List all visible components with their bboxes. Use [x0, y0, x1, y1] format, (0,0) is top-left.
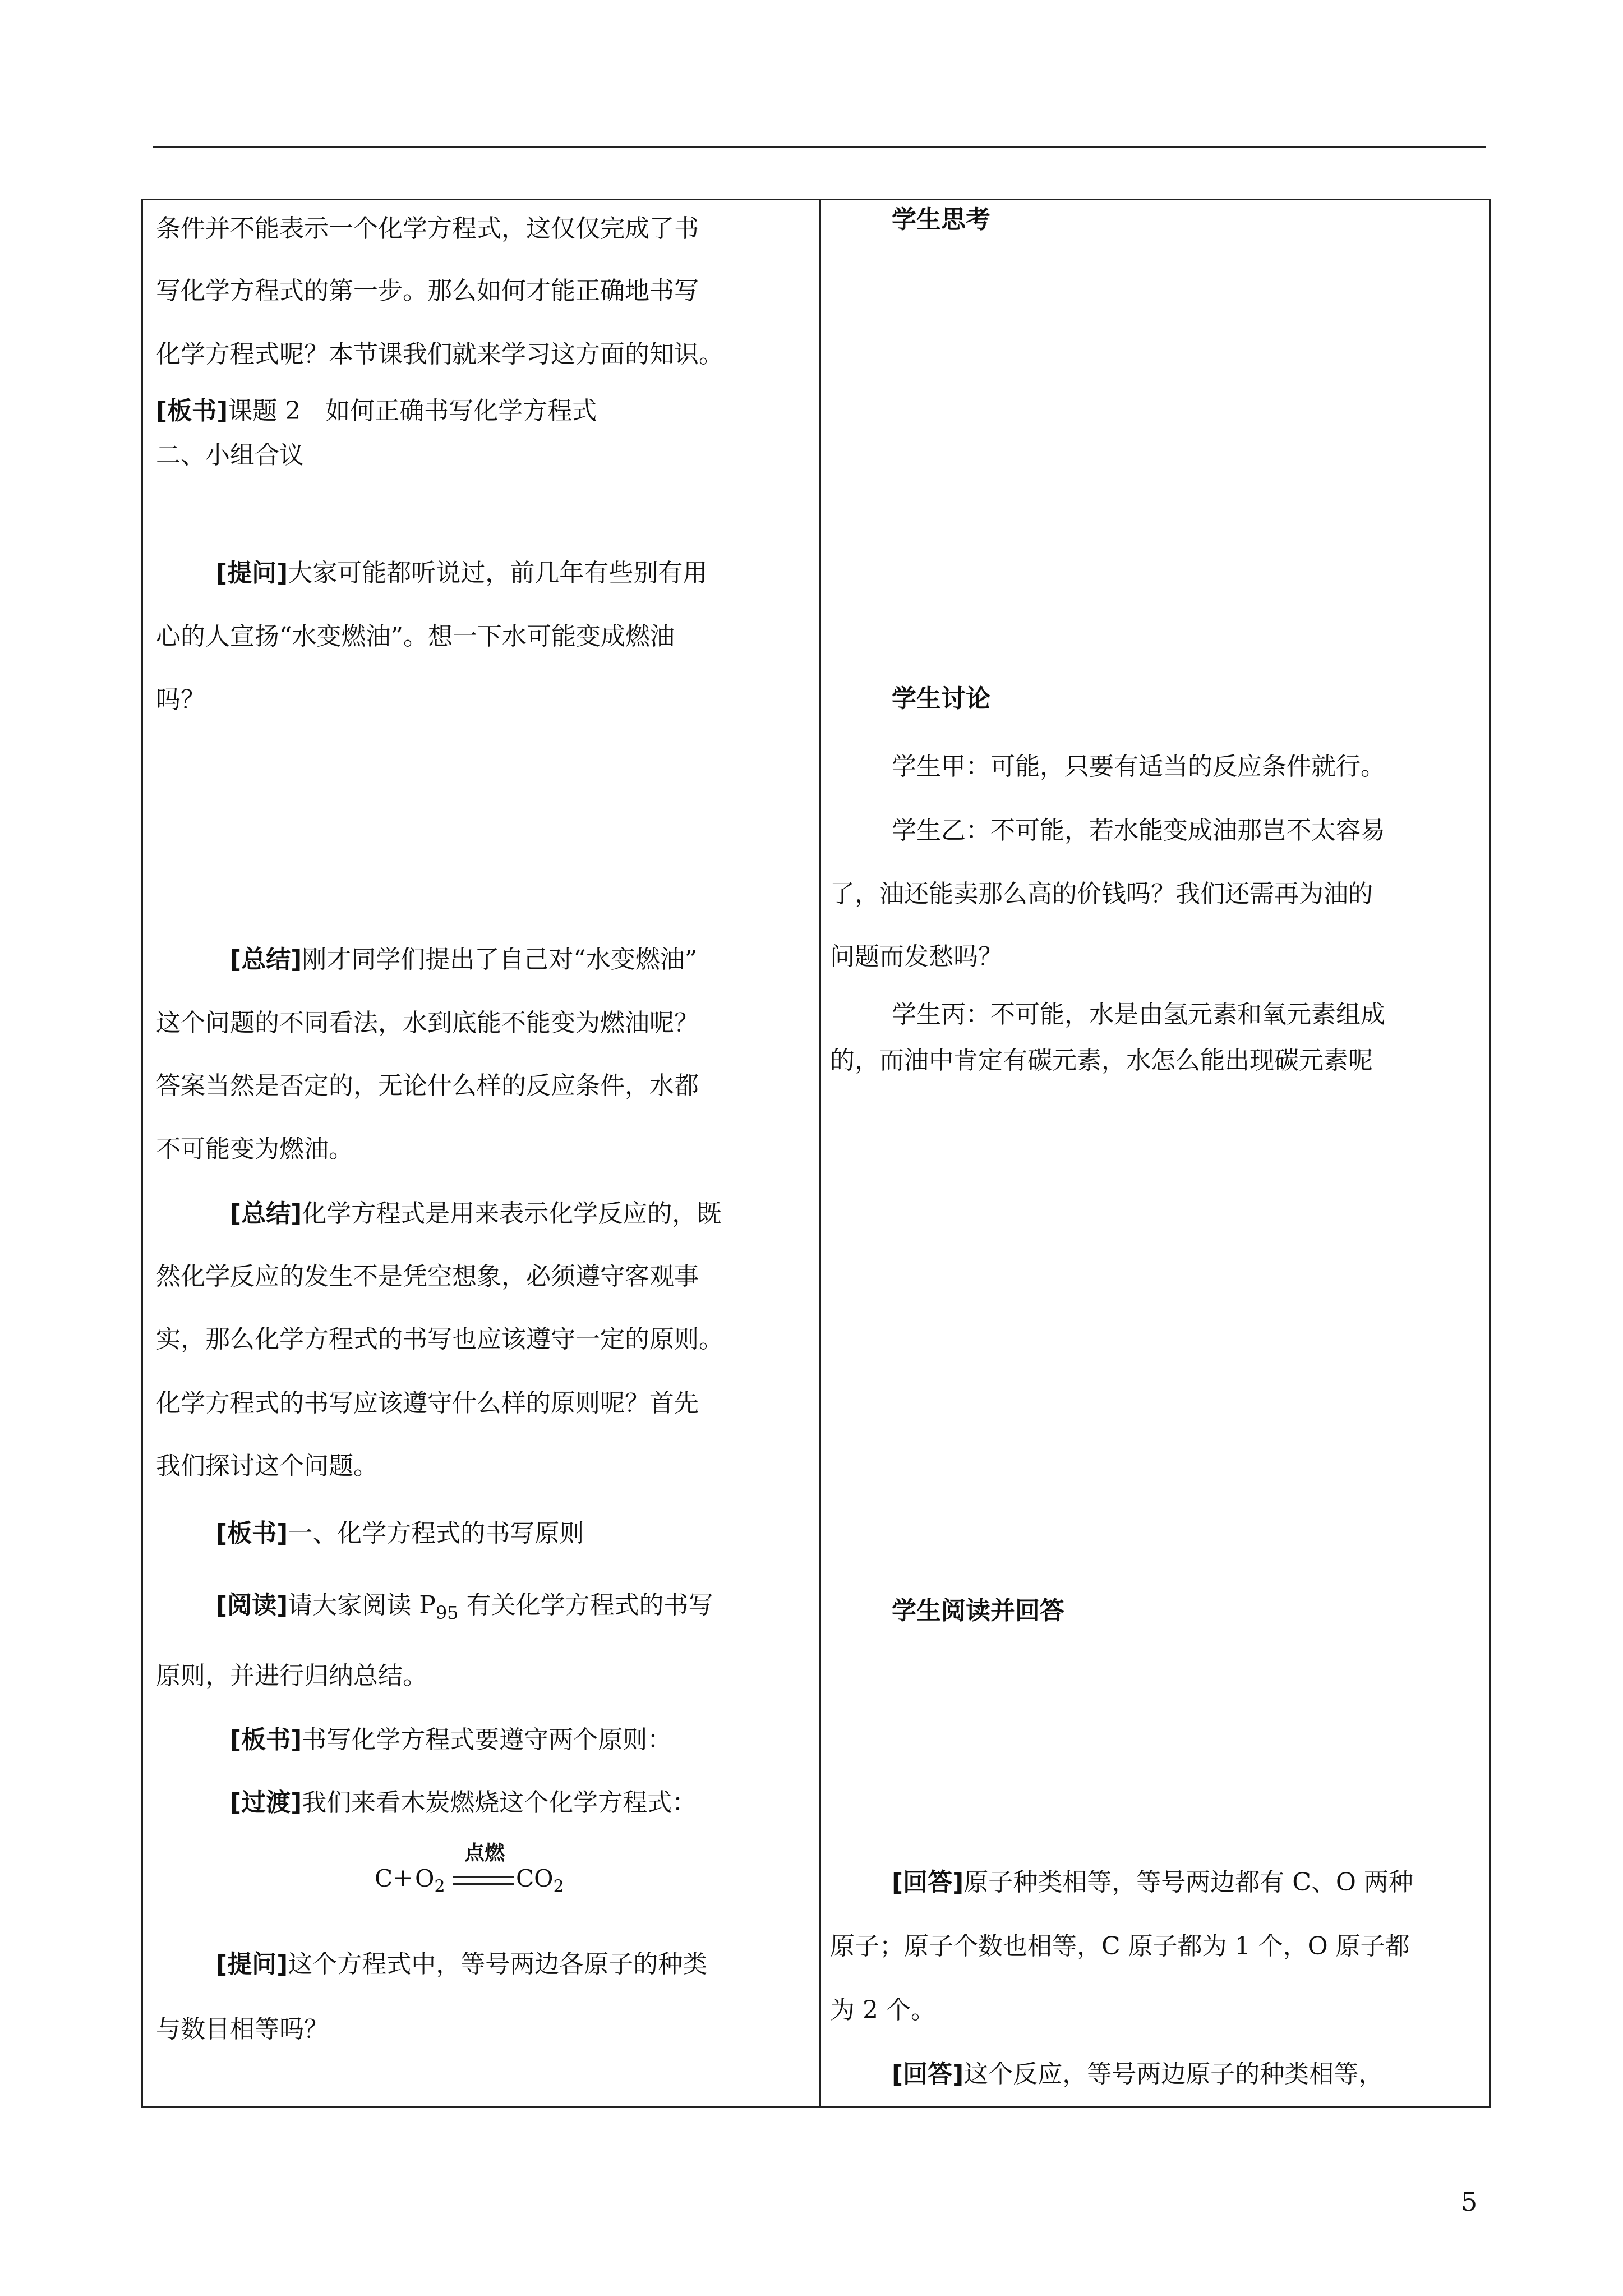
student-c-line-2: 的，而油中肯定有碳元素，水怎么能出现碳元素呢	[830, 1046, 1373, 1075]
section-2-heading: 二、小组合议	[156, 441, 304, 470]
question-1-line-1: [提问]大家可能都听说过，前几年有些别有用	[216, 559, 708, 587]
plus-sign: +	[393, 1864, 413, 1892]
reaction-condition: 点燃	[464, 1842, 505, 1865]
board-title: [板书]课题 2 如何正确书写化学方程式	[156, 397, 597, 425]
reactant-carbon: C	[375, 1865, 393, 1892]
question-1-line-2: 心的人宣扬“水变燃油”。想一下水可能变成燃油	[156, 622, 675, 651]
answer-2-line-1: [回答]这个反应，等号两边原子的种类相等，	[892, 2060, 1384, 2088]
summary-2-line-3: 实，那么化学方程式的书写也应该遵守一定的原则。	[156, 1325, 723, 1354]
board-principles: [板书]一、化学方程式的书写原则	[216, 1519, 584, 1548]
summary-2-line-5: 我们探讨这个问题。	[156, 1452, 378, 1480]
read-line-2: 原则，并进行归纳总结。	[156, 1662, 427, 1690]
page-number: 5	[1461, 2187, 1478, 2217]
product-co2: $CO_2$	[516, 1865, 564, 1897]
summary-1-line-1: [总结]刚才同学们提出了自己对“水变燃油”	[230, 945, 698, 974]
summary-2-line-2: 然化学反应的发生不是凭空想象，必须遵守客观事	[156, 1262, 699, 1291]
summary-1-line-4: 不可能变为燃油。	[156, 1135, 353, 1163]
intro-line-2: 写化学方程式的第一步。那么如何才能正确地书写	[156, 277, 699, 305]
read-line-1: [阅读]请大家阅读 $P_{95}$ 有关化学方程式的书写	[216, 1591, 713, 1623]
charcoal-combustion-equation	[375, 1843, 588, 1899]
answer-1-line-2: 原子；原子个数也相等，C 原子都为 1 个，O 原子都	[830, 1932, 1410, 1961]
summary-2-line-4: 化学方程式的书写应该遵守什么样的原则呢？首先	[156, 1389, 699, 1418]
summary-1-line-3: 答案当然是否定的，无论什么样的反应条件，水都	[156, 1071, 699, 1100]
student-c-line-1: 学生丙：不可能，水是由氢元素和氧元素组成	[892, 1000, 1385, 1029]
question-2-line-2: 与数目相等吗？	[156, 2015, 329, 2044]
answer-1-line-3: 为 2 个。	[830, 1996, 935, 2024]
student-read-answer-label: 学生阅读并回答	[892, 1596, 1064, 1625]
equals-bar-bottom	[453, 1883, 514, 1885]
student-discuss-label: 学生讨论	[892, 684, 990, 713]
transition-line: [过渡]我们来看木炭燃烧这个化学方程式：	[230, 1788, 697, 1817]
answer-1-line-1: [回答]原子种类相等，等号两边都有 C、O 两种	[892, 1868, 1413, 1897]
header-rule	[153, 146, 1486, 148]
student-a-reply: 学生甲：可能，只要有适当的反应条件就行。	[892, 752, 1385, 781]
student-b-line-2: 了，油还能卖那么高的价钱吗？我们还需再为油的	[830, 880, 1373, 908]
question-1-line-3: 吗？	[156, 685, 205, 714]
equals-bar-top	[453, 1876, 514, 1878]
student-think-label: 学生思考	[892, 205, 990, 234]
student-b-line-3: 问题而发愁吗？	[830, 942, 1003, 971]
summary-2-line-1: [总结]化学方程式是用来表示化学反应的，既	[230, 1199, 722, 1228]
student-b-line-1: 学生乙：不可能，若水能变成油那岂不太容易	[892, 816, 1385, 845]
board-two-principles: [板书]书写化学方程式要遵守两个原则：	[230, 1726, 672, 1754]
column-divider	[819, 199, 821, 2108]
question-2-line-1: [提问]这个方程式中，等号两边各原子的种类	[216, 1950, 708, 1978]
reactant-oxygen: $O_2$	[415, 1865, 445, 1897]
intro-line-3: 化学方程式呢？本节课我们就来学习这方面的知识。	[156, 340, 723, 369]
summary-1-line-2: 这个问题的不同看法，水到底能不能变为燃油呢？	[156, 1009, 699, 1037]
intro-line-1: 条件并不能表示一个化学方程式，这仅仅完成了书	[156, 214, 699, 243]
